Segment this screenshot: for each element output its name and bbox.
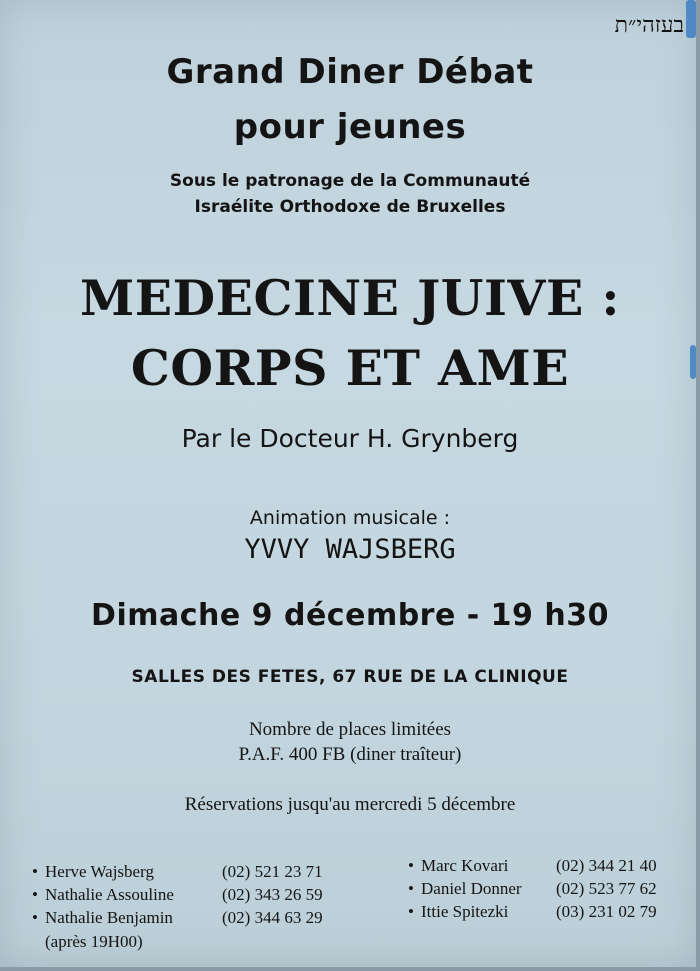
- contact-phone: (02) 523 77 62: [556, 879, 657, 898]
- bullet: •: [408, 856, 414, 875]
- contact-phone: (03) 231 02 79: [556, 902, 657, 921]
- bullet: •: [408, 879, 414, 898]
- event-date: Dimache 9 décembre - 19 h30: [91, 598, 609, 633]
- contact-row: [408, 856, 688, 879]
- contact-name: Herve Wajsberg: [45, 862, 154, 881]
- contact-name: Ittie Spitezki: [421, 902, 509, 921]
- hebrew-header: בעזהי״ת: [614, 13, 684, 38]
- title-line-1: Grand Diner Débat: [166, 52, 534, 92]
- contacts-right: [408, 856, 688, 925]
- topic-line-2: CORPS ET AME: [130, 339, 570, 397]
- contact-row: [32, 885, 372, 908]
- bullet: •: [32, 908, 38, 927]
- contact-name: Nathalie Benjamin: [45, 908, 173, 927]
- contact-name: Daniel Donner: [421, 879, 522, 898]
- contact-row: [408, 879, 688, 902]
- contact-note: (après 19H00): [45, 932, 143, 951]
- patronage-line-2: Israélite Orthodoxe de Bruxelles: [194, 197, 506, 217]
- music-label: Animation musicale :: [249, 507, 451, 529]
- tape-top-right: [686, 0, 696, 38]
- contact-row: [32, 862, 372, 885]
- bullet: •: [408, 902, 414, 921]
- info-line-2: P.A.F. 400 FB (diner traîteur): [238, 744, 462, 765]
- contact-name: Nathalie Assouline: [45, 885, 174, 904]
- reservation-deadline: Réservations jusqu'au mercredi 5 décembre: [184, 794, 516, 815]
- music-performer: YVVY WAJSBERG: [244, 534, 456, 565]
- patronage-line-1: Sous le patronage de la Communauté: [169, 171, 531, 191]
- bullet: •: [32, 885, 38, 904]
- title-line-2: pour jeunes: [233, 107, 467, 147]
- speaker: Par le Docteur H. Grynberg: [181, 424, 519, 453]
- bullet: •: [32, 862, 38, 881]
- contact-phone: (02) 343 26 59: [222, 885, 323, 904]
- topic-line-1: MEDECINE JUIVE :: [80, 269, 620, 327]
- venue: SALLES DES FETES, 67 RUE DE LA CLINIQUE: [131, 667, 569, 687]
- contact-row: [32, 908, 372, 931]
- contact-row: [408, 902, 688, 925]
- contact-phone: (02) 521 23 71: [222, 862, 323, 881]
- contact-name: Marc Kovari: [421, 856, 509, 875]
- info-line-1: Nombre de places limitées: [248, 719, 452, 740]
- contact-phone: (02) 344 63 29: [222, 908, 323, 927]
- contacts-left: [32, 862, 372, 931]
- contact-phone: (02) 344 21 40: [556, 856, 657, 875]
